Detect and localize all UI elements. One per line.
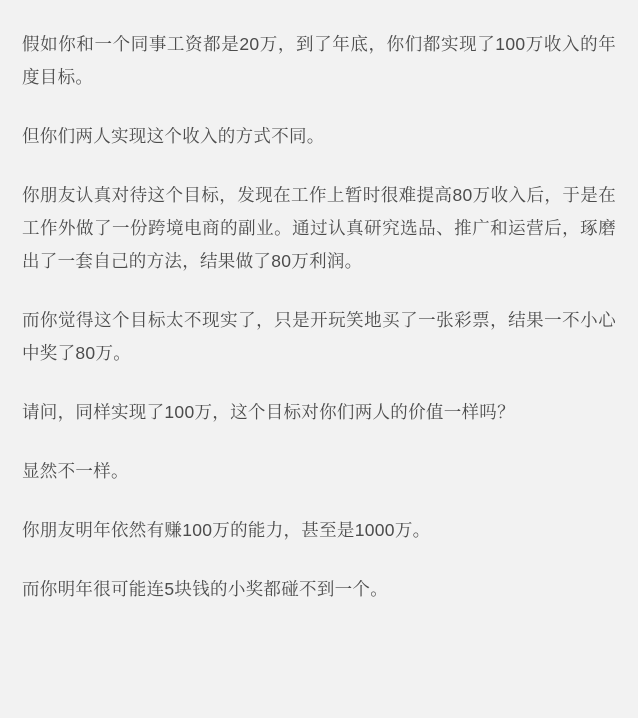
paragraph: 而你觉得这个目标太不现实了，只是开玩笑地买了一张彩票，结果一不小心中奖了80万。: [22, 310, 616, 363]
paragraph: 显然不一样。: [22, 461, 129, 481]
paragraph: 但你们两人实现这个收入的方式不同。: [22, 126, 325, 146]
paragraph: 请问，同样实现了100万，这个目标对你们两人的价值一样吗？: [22, 402, 515, 422]
paragraph: 你朋友明年依然有赚100万的能力，甚至是1000万。: [22, 520, 431, 540]
paragraph: 你朋友认真对待这个目标，发现在工作上暂时很难提高80万收入后，于是在工作外做了一份跨境电商的副业。通过认真研究选品、推广和运营后，琢磨出了一套自己的方法，结果做了80万利润。: [22, 185, 616, 271]
paragraph: 假如你和一个同事工资都是20万，到了年底，你们都实现了100万收入的年度目标。: [22, 34, 616, 87]
paragraph: 而你明年很可能连5块钱的小奖都碰不到一个。: [22, 579, 389, 599]
